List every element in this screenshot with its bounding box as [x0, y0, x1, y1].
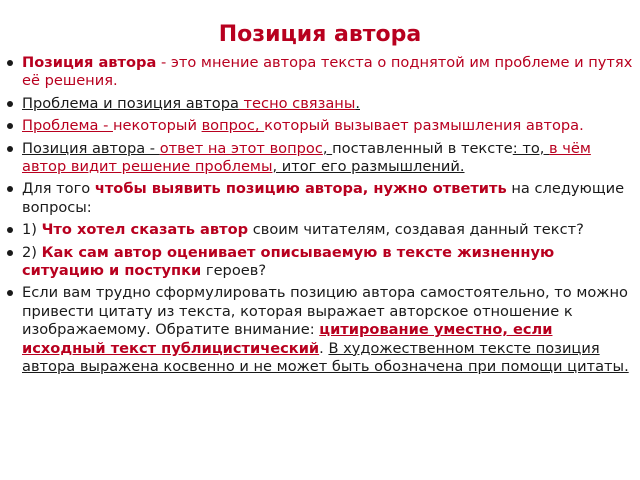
bullet-text-segment: героев? — [201, 262, 267, 280]
bullet-text-segment: некоторый — [112, 117, 202, 135]
bullet-item — [22, 180, 636, 217]
bullet-item — [22, 244, 636, 281]
slide-title: Позиция автора — [218, 22, 422, 47]
bullet-item — [22, 117, 636, 135]
bullet-text-segment: 2) — [22, 243, 42, 261]
bullet-item — [22, 54, 636, 91]
bullet-text-segment: Позиция автора - — [22, 139, 160, 157]
bullet-text-segment: на следующие вопросы: — [22, 180, 625, 216]
bullet-text-segment: Если вам трудно сформулировать позицию автора самостоятельно, то можно привести цитату из текста, которая выражает авторское отношение к изображаемому. Обратите внимание: — [22, 284, 628, 339]
bullet-text-segment: который вызывает размышления автора. — [264, 117, 584, 135]
bullet-text-segment: Проблема - — [22, 117, 113, 135]
bullet-text-segment: тесно связаны — [238, 94, 356, 112]
bullet-text-segment: Как сам автор оценивает описываемую в тексте жизненную ситуацию и поступки — [22, 243, 555, 280]
bullet-item — [22, 95, 636, 113]
bullet-text-segment: в чём автор видит решение проблемы — [22, 139, 591, 176]
bullet-text-segment: В художественном тексте позиция автора выражена косвенно и не может быть обозначена при помощи цитаты. — [22, 339, 629, 376]
bullet-item — [22, 284, 636, 376]
bullet-text-segment: . — [355, 94, 360, 112]
bullet-text-segment: : то, — [512, 139, 550, 157]
bullet-text-segment: своим читателям, создавая данный текст? — [248, 221, 584, 239]
bullet-text-segment: Проблема и позиция автора — [22, 94, 239, 112]
bullet-text-segment: поставленный в тексте — [332, 139, 513, 157]
bullet-text-segment: - это мнение автора текста о поднятой им проблеме и путях её решения. — [22, 54, 633, 90]
bullet-text-segment: , итог его размышлений. — [272, 158, 465, 176]
bullet-text-segment: ответ на этот вопрос — [159, 139, 323, 157]
bullet-list — [0, 54, 636, 381]
bullet-text-segment: , — [322, 139, 333, 157]
bullet-text-segment: Что хотел сказать автор — [41, 221, 249, 239]
bullet-text-segment: вопрос, — [201, 117, 265, 135]
bullet-text-segment: цитирование уместно, если исходный текст публицистический — [22, 321, 553, 357]
bullet-text-segment: Для того — [22, 180, 95, 198]
bullet-item — [22, 140, 636, 177]
bullet-text-segment: 1) — [22, 221, 42, 239]
bullet-text-segment: чтобы выявить позицию автора, нужно ответить — [94, 180, 507, 198]
bullet-item — [22, 221, 636, 239]
bullet-text-segment: Позиция автора — [22, 54, 157, 71]
bullet-text-segment: . — [319, 339, 329, 357]
